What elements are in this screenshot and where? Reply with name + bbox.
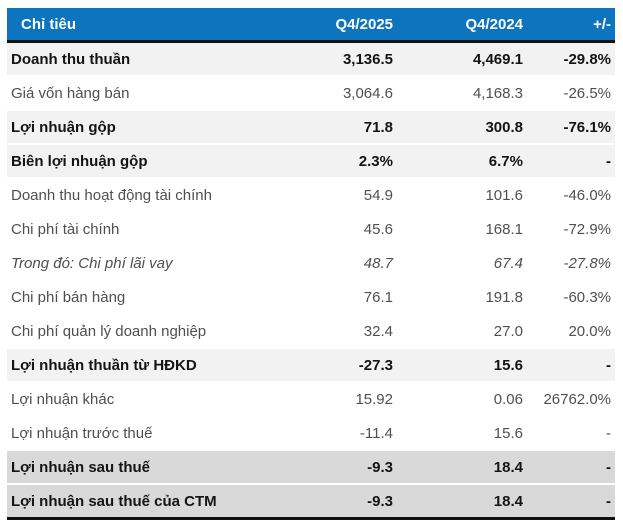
row-q4-2024-value: 168.1	[397, 212, 527, 246]
header-change: +/-	[527, 8, 615, 42]
header-q4-2024: Q4/2024	[397, 8, 527, 42]
table-row-selling-expense	[7, 280, 615, 314]
row-q4-2025-value: 45.6	[253, 212, 397, 246]
row-label: Doanh thu thuần	[7, 42, 253, 77]
row-q4-2025-value: 3,136.5	[253, 42, 397, 77]
header-q4-2025: Q4/2025	[253, 8, 397, 42]
row-q4-2024-value: 67.4	[397, 246, 527, 280]
row-q4-2025-value: -9.3	[253, 450, 397, 484]
row-q4-2024-value: 18.4	[397, 450, 527, 484]
table-row-financial-income	[7, 178, 615, 212]
row-q4-2024-value: 191.8	[397, 280, 527, 314]
table-row-financial-expense	[7, 212, 615, 246]
row-label: Giá vốn hàng bán	[7, 76, 253, 110]
row-q4-2025-value: 54.9	[253, 178, 397, 212]
row-change-value: -	[527, 144, 615, 178]
table-header-row	[7, 8, 615, 42]
row-label: Doanh thu hoạt động tài chính	[7, 178, 253, 212]
row-label: Chi phí quản lý doanh nghiệp	[7, 314, 253, 348]
row-label: Lợi nhuận gộp	[7, 110, 253, 144]
row-label: Chi phí bán hàng	[7, 280, 253, 314]
table-row-net-profit-parent	[7, 484, 615, 519]
row-q4-2024-value: 15.6	[397, 348, 527, 382]
row-q4-2025-value: 48.7	[253, 246, 397, 280]
row-change-value: 26762.0%	[527, 382, 615, 416]
table-row-gross-margin	[7, 144, 615, 178]
row-change-value: -76.1%	[527, 110, 615, 144]
row-change-value: -26.5%	[527, 76, 615, 110]
row-change-value: -46.0%	[527, 178, 615, 212]
row-q4-2024-value: 27.0	[397, 314, 527, 348]
row-change-value: -29.8%	[527, 42, 615, 77]
row-label: Lợi nhuận trước thuế	[7, 416, 253, 450]
table-row-admin-expense	[7, 314, 615, 348]
row-change-value: -72.9%	[527, 212, 615, 246]
row-q4-2025-value: -9.3	[253, 484, 397, 519]
row-label: Biên lợi nhuận gộp	[7, 144, 253, 178]
row-q4-2025-value: 76.1	[253, 280, 397, 314]
row-label: Trong đó: Chi phí lãi vay	[7, 246, 253, 280]
row-label: Lợi nhuận sau thuế	[7, 450, 253, 484]
row-q4-2024-value: 6.7%	[397, 144, 527, 178]
row-q4-2025-value: 32.4	[253, 314, 397, 348]
table-row-net-profit	[7, 450, 615, 484]
row-change-value: -60.3%	[527, 280, 615, 314]
row-q4-2025-value: 15.92	[253, 382, 397, 416]
row-q4-2025-value: 2.3%	[253, 144, 397, 178]
header-indicator: Chỉ tiêu	[7, 8, 253, 42]
table-row-net-revenue	[7, 42, 615, 77]
row-q4-2025-value: -11.4	[253, 416, 397, 450]
row-change-value: -27.8%	[527, 246, 615, 280]
row-change-value: -	[527, 450, 615, 484]
row-q4-2024-value: 4,168.3	[397, 76, 527, 110]
row-label: Lợi nhuận thuần từ HĐKD	[7, 348, 253, 382]
row-q4-2024-value: 0.06	[397, 382, 527, 416]
row-q4-2024-value: 4,469.1	[397, 42, 527, 77]
row-change-value: -	[527, 484, 615, 519]
row-q4-2024-value: 18.4	[397, 484, 527, 519]
financial-results-table	[7, 8, 615, 520]
row-label: Lợi nhuận sau thuế của CTM	[7, 484, 253, 519]
row-q4-2025-value: -27.3	[253, 348, 397, 382]
table-row-cogs	[7, 76, 615, 110]
table-row-operating-profit	[7, 348, 615, 382]
row-q4-2025-value: 71.8	[253, 110, 397, 144]
row-q4-2024-value: 300.8	[397, 110, 527, 144]
table-row-gross-profit	[7, 110, 615, 144]
row-label: Chi phí tài chính	[7, 212, 253, 246]
row-change-value: 20.0%	[527, 314, 615, 348]
table-row-pretax-profit	[7, 416, 615, 450]
row-q4-2025-value: 3,064.6	[253, 76, 397, 110]
row-change-value: -	[527, 348, 615, 382]
row-q4-2024-value: 15.6	[397, 416, 527, 450]
row-change-value: -	[527, 416, 615, 450]
table-row-interest-expense	[7, 246, 615, 280]
row-label: Lợi nhuận khác	[7, 382, 253, 416]
table-row-other-profit	[7, 382, 615, 416]
row-q4-2024-value: 101.6	[397, 178, 527, 212]
